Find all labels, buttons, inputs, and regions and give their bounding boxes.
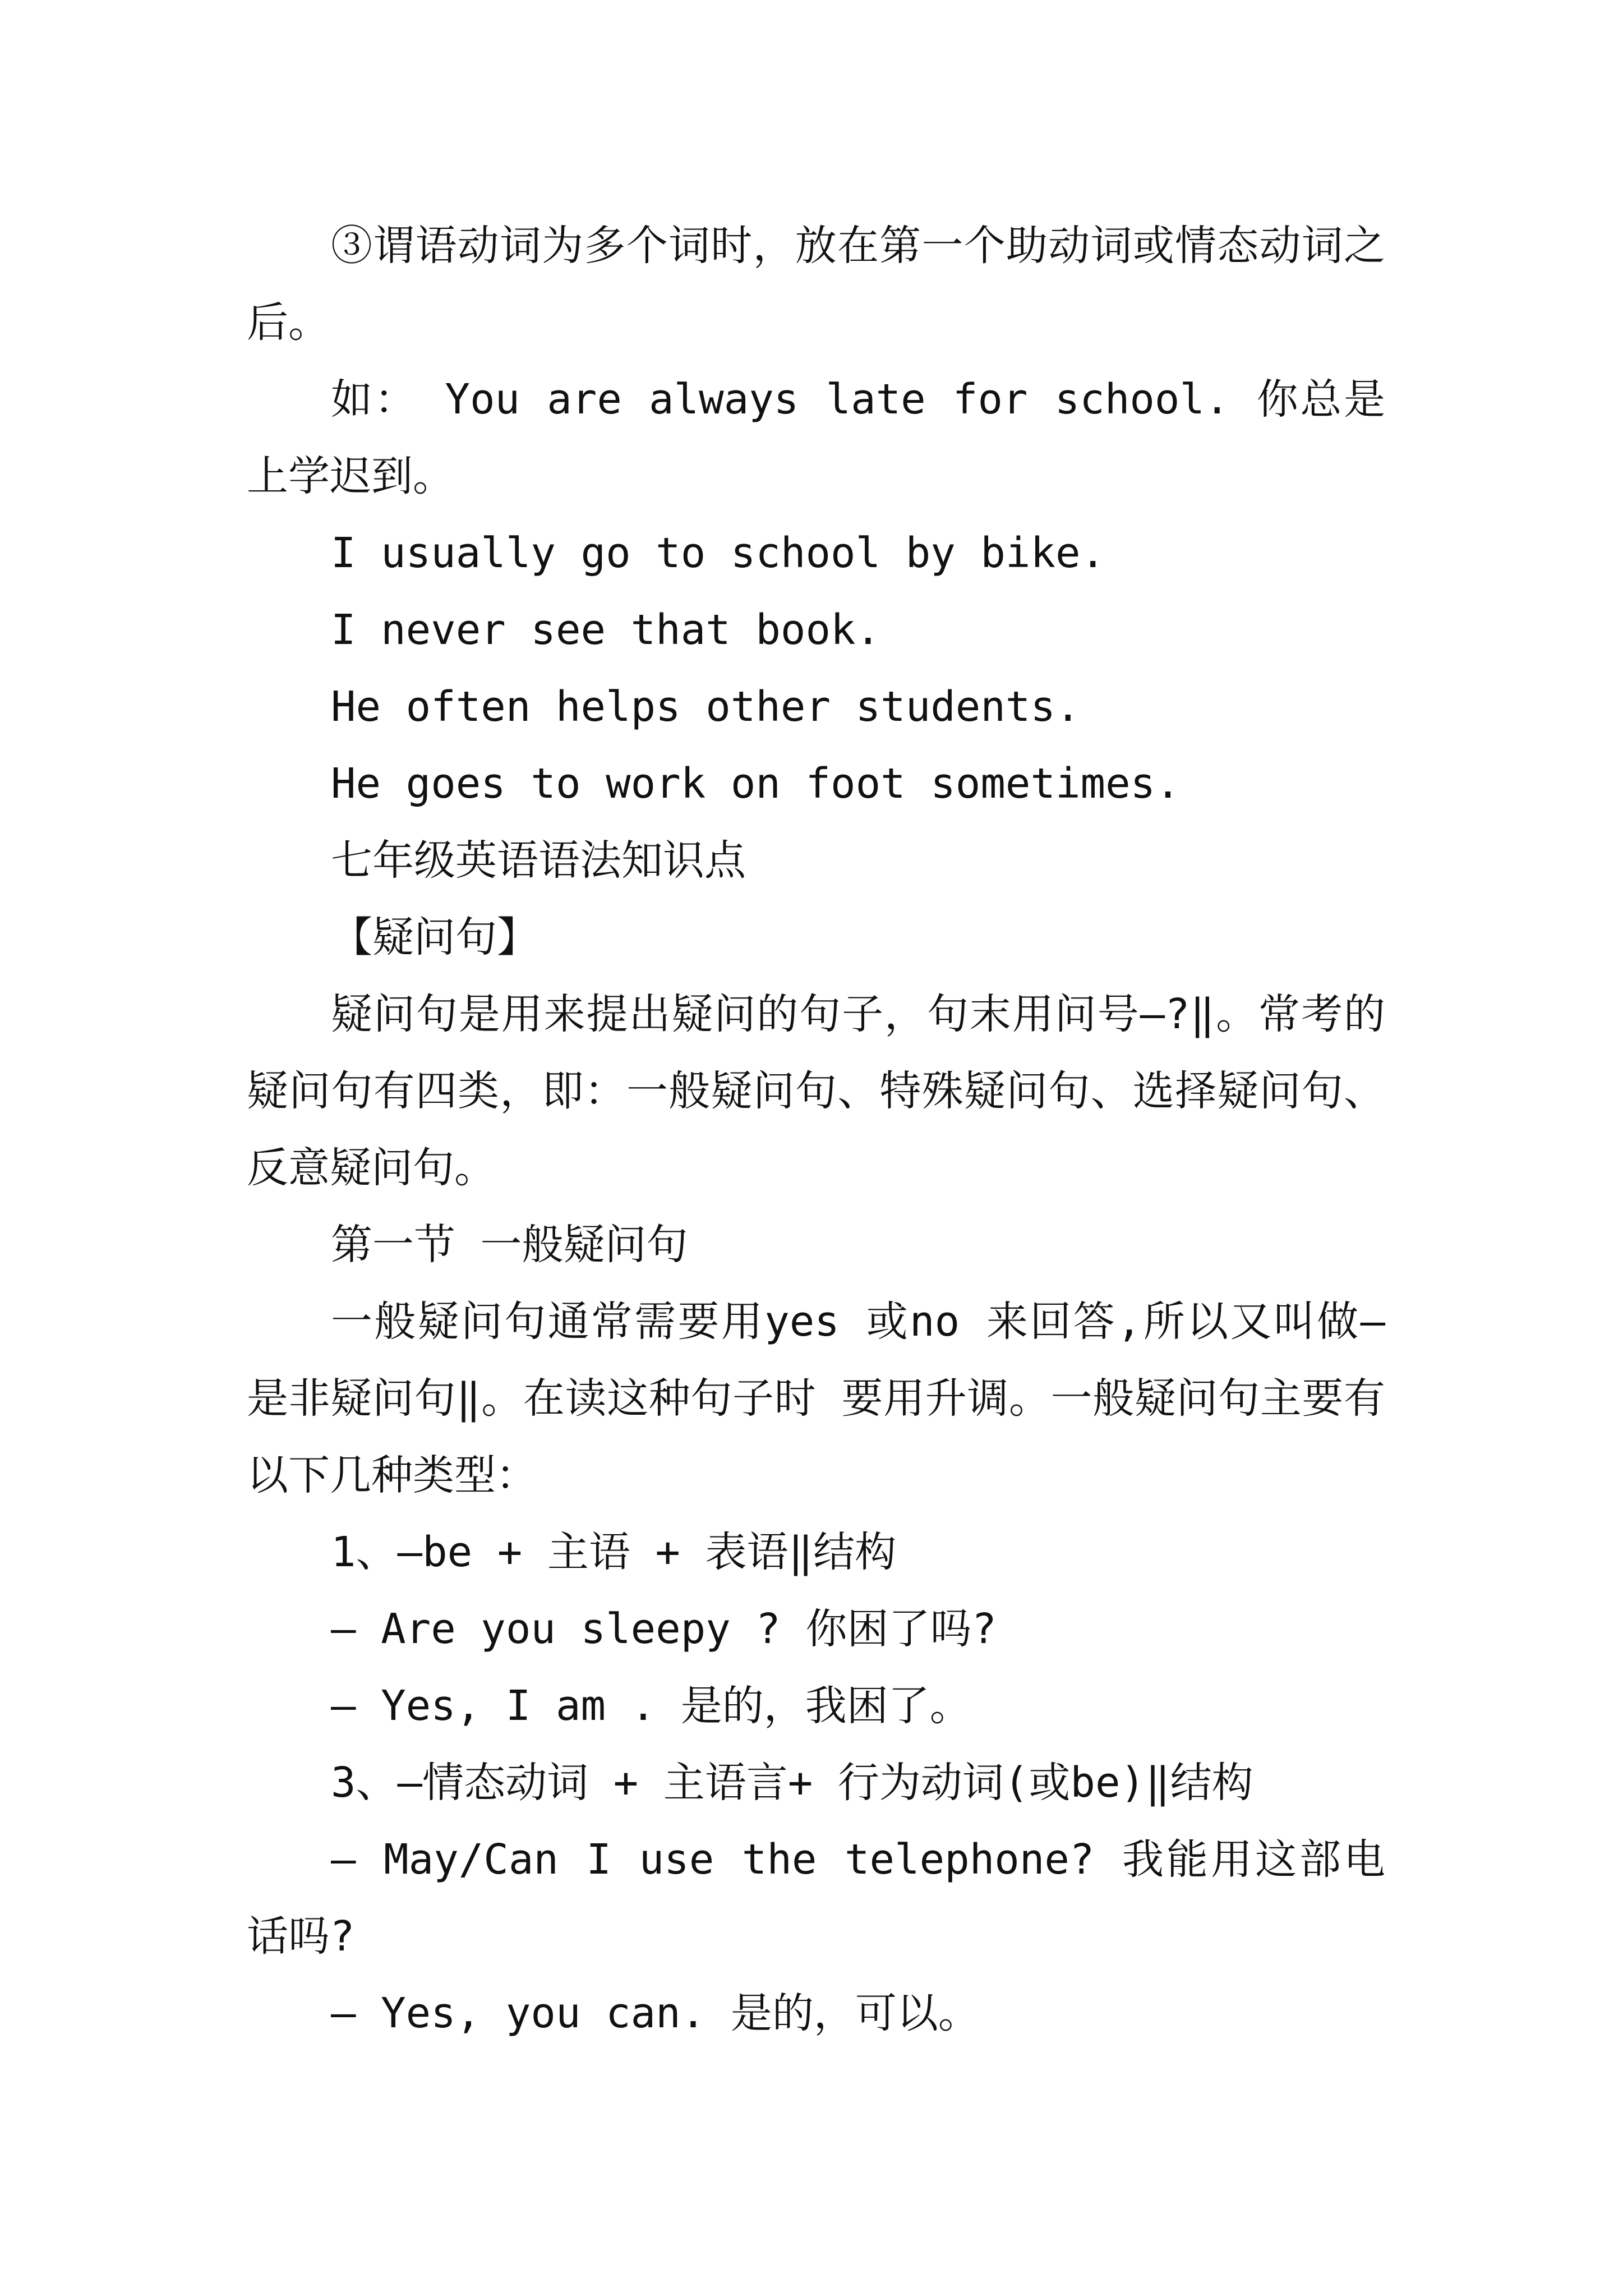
section-heading-grammar: 七年级英语语法知识点	[331, 836, 746, 885]
structure-be: 1、―be + 主语 + 表语‖结构	[331, 1528, 897, 1576]
dialogue-answer-telephone: — Yes, you can. 是的，可以。	[331, 1989, 980, 2037]
paragraph-predicate-rule: ③谓语动词为多个词时，放在第一个助动词或情态动词之后。	[247, 222, 1385, 347]
paragraph-example-late: 如： You are always late for school. 你总是上学迟到。	[247, 375, 1385, 500]
paragraph-questions-intro: 疑问句是用来提出疑问的句子，句末用问号―?‖。常考的疑问句有四类，即：一般疑问句、特殊疑问句、选择疑问句、反意疑问句。	[247, 990, 1385, 1192]
paragraph-example-book: I never see that book.	[331, 606, 881, 654]
dialogue-question-sleepy: — Are you sleepy ? 你困了吗?	[331, 1605, 997, 1653]
dialogue-answer-sleepy: — Yes, I am . 是的，我困了。	[331, 1682, 971, 1730]
paragraph-general-questions: 一般疑问句通常需要用yes 或no 来回答,所以又叫做―是非疑问句‖。在读这种句子时 要用升调。一般疑问句主要有以下几种类型：	[247, 1297, 1385, 1499]
structure-modal: 3、―情态动词 + 主语言+ 行为动词(或be)‖结构	[331, 1759, 1253, 1807]
paragraph-example-bike: I usually go to school by bike.	[331, 529, 1106, 577]
paragraph-example-helps: He often helps other students.	[331, 683, 1081, 731]
dialogue-question-telephone: — May/Can I use the telephone? 我能用这部电话吗?	[247, 1835, 1385, 1961]
section-heading-questions: 【疑问句】	[331, 913, 538, 961]
section-heading-general-questions: 第一节 一般疑问句	[331, 1221, 688, 1269]
document-body	[247, 208, 1385, 2052]
paragraph-example-foot: He goes to work on foot sometimes.	[331, 760, 1181, 808]
